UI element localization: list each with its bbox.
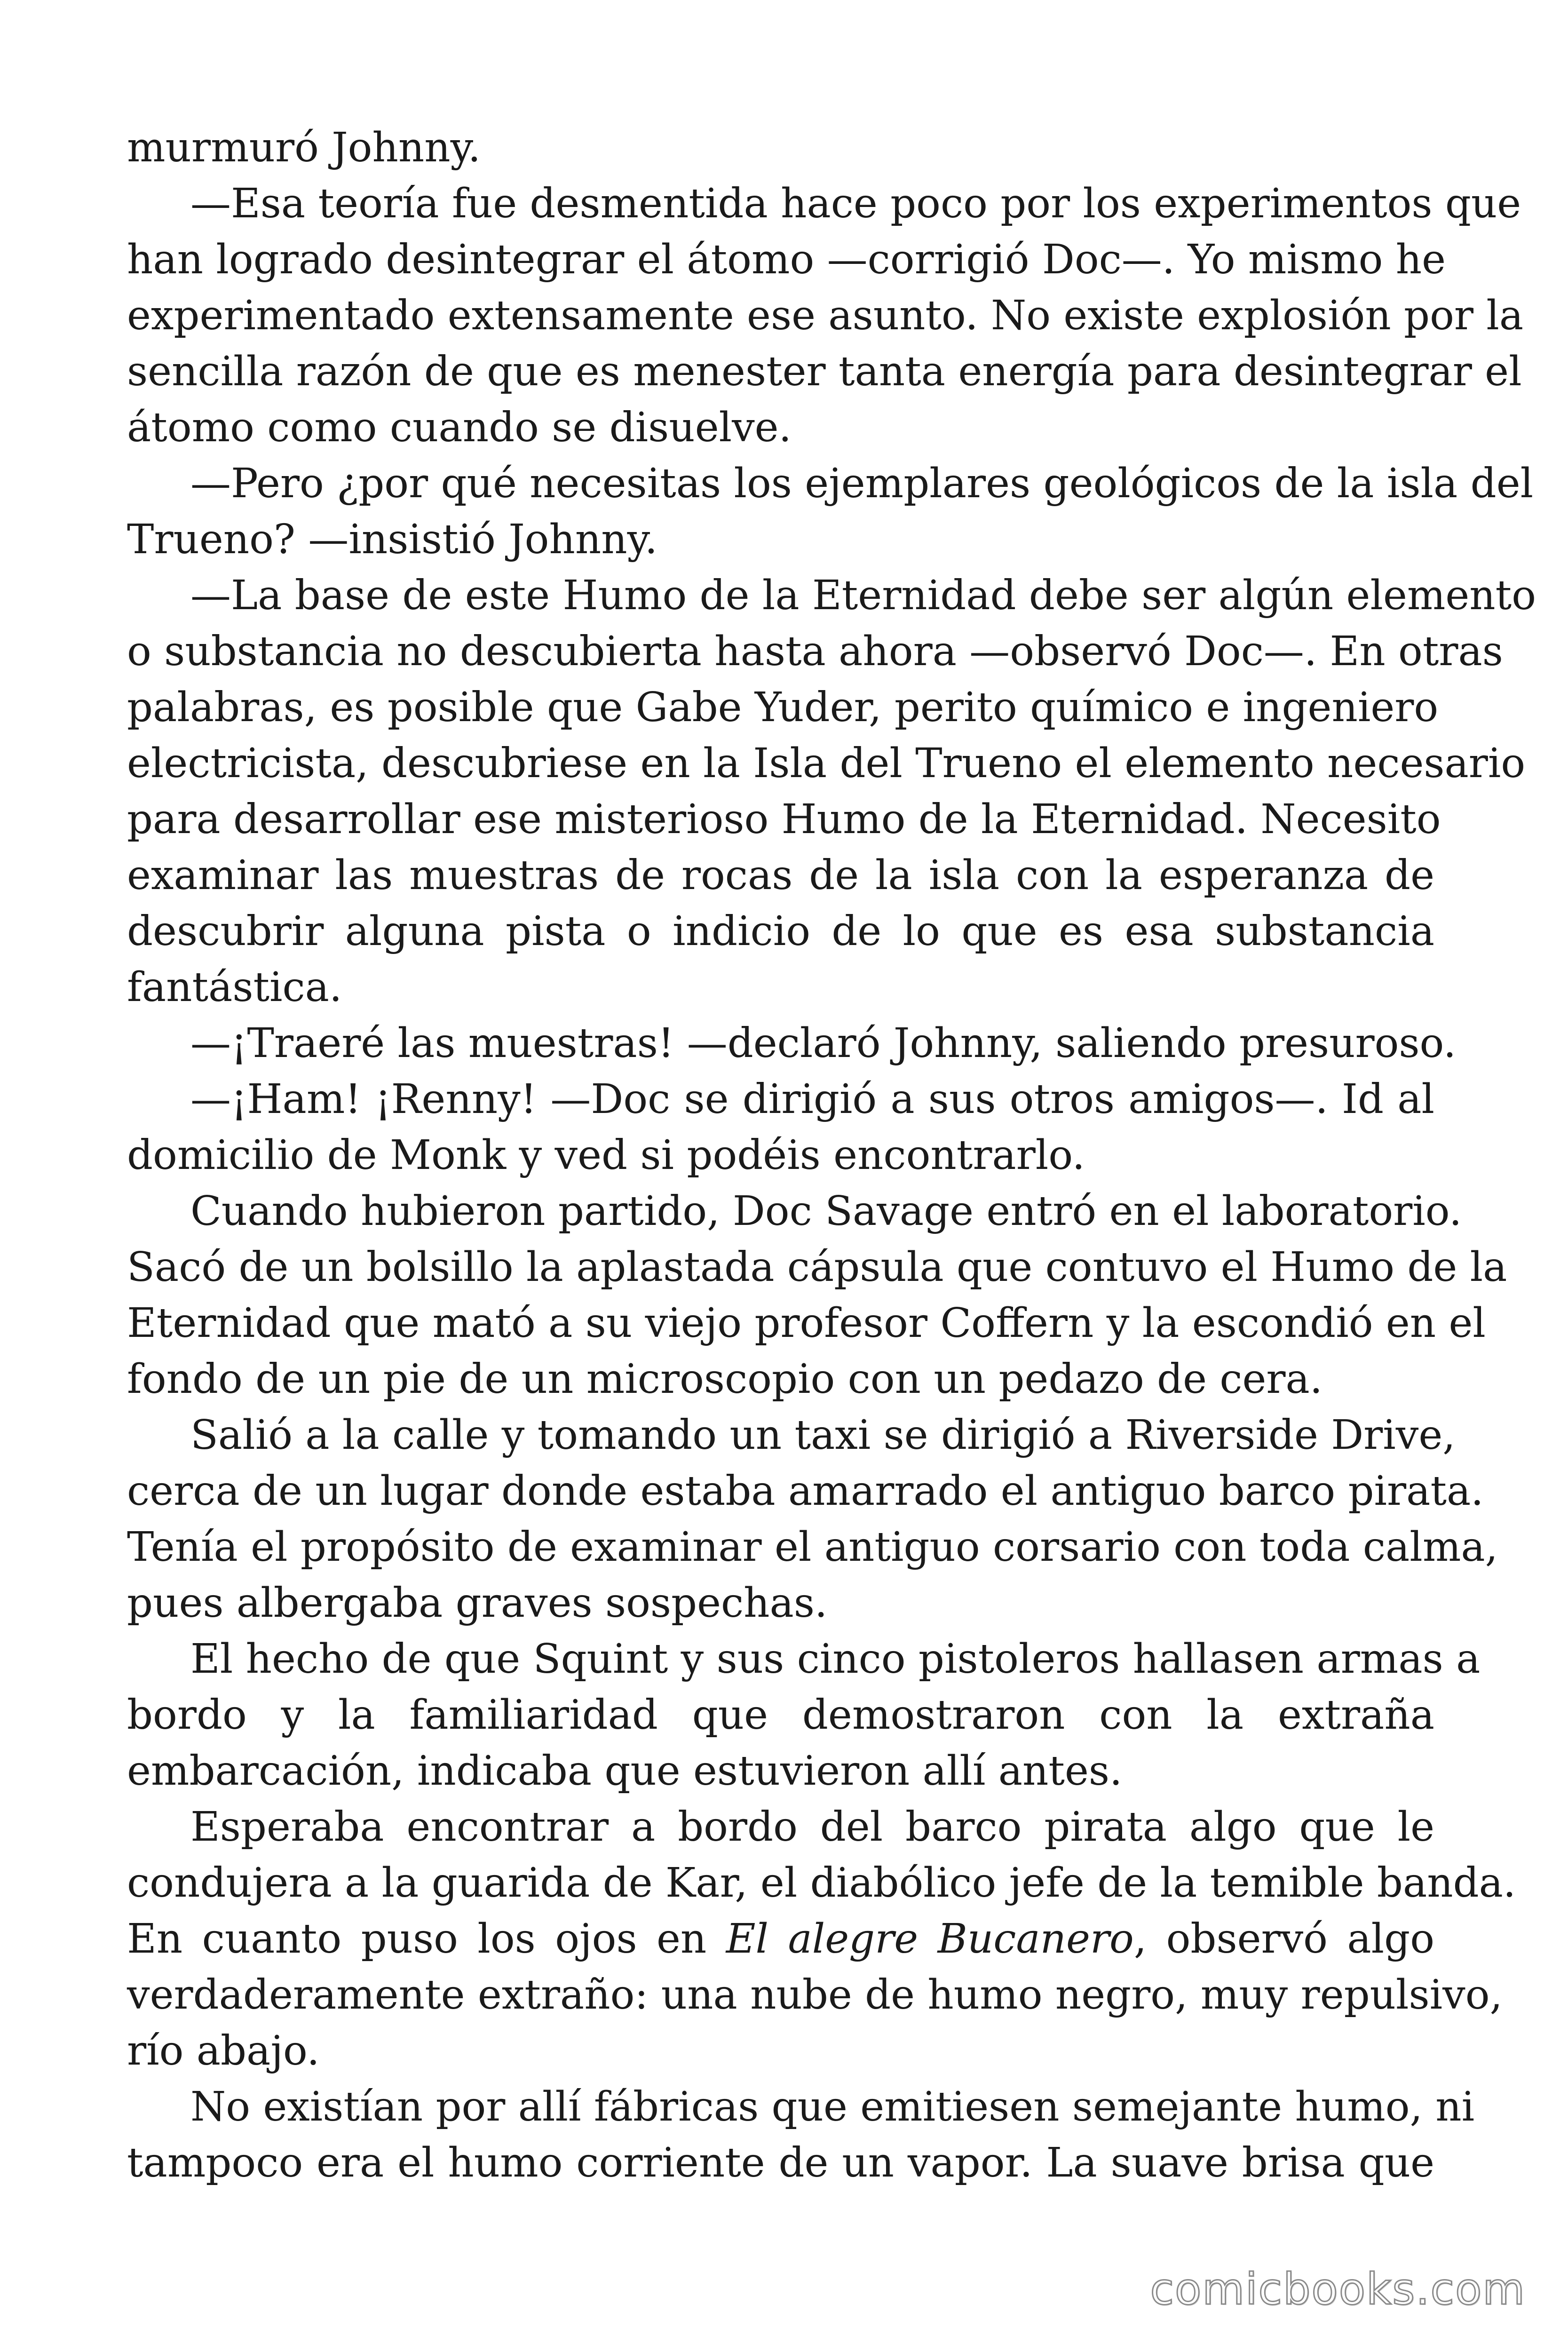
text-line: verdaderamente extraño: una nube de humo negro, muy repulsivo, [127, 1971, 1503, 2018]
text-line: Trueno? —insistió Johnny. [127, 516, 658, 563]
text-segment: , observó algo [1133, 1915, 1434, 1963]
text-line: experimentado extensamente ese asunto. No existe explosión por la [127, 292, 1524, 339]
text-line: cerca de un lugar donde estaba amarrado el antiguo barco pirata. [127, 1468, 1484, 1515]
text-line: El hecho de que Squint y sus cinco pistoleros hallasen armas a [190, 1636, 1481, 1683]
text-line: palabras, es posible que Gabe Yuder, perito químico e ingeniero [127, 684, 1439, 731]
text-line: —La base de este Humo de la Eternidad debe ser algún elemento [190, 572, 1536, 619]
text-line: para desarrollar ese misterioso Humo de la Eternidad. Necesito [127, 796, 1441, 843]
text-line: Cuando hubieron partido, Doc Savage entró en el laboratorio. [190, 1188, 1462, 1235]
text-line: —Pero ¿por qué necesitas los ejemplares geológicos de la isla del [190, 460, 1534, 507]
text-line: examinar las muestras de rocas de la isla con la esperanza de [127, 852, 1434, 899]
text-line: o substancia no descubierta hasta ahora —observó Doc—. En otras [127, 628, 1503, 675]
text-line: Salió a la calle y tomando un taxi se dirigió a Riverside Drive, [190, 1412, 1456, 1459]
text-line: han logrado desintegrar el átomo —corrigió Doc—. Yo mismo he [127, 236, 1446, 283]
text-line: fondo de un pie de un microscopio con un pedazo de cera. [127, 1356, 1323, 1403]
text-line: Tenía el propósito de examinar el antiguo corsario con toda calma, [127, 1524, 1498, 1571]
text-line: condujera a la guarida de Kar, el diabólico jefe de la temible banda. [127, 1859, 1516, 1907]
text-line: pues albergaba graves sospechas. [127, 1580, 828, 1627]
text-line: río abajo. [127, 2027, 320, 2074]
watermark: comicbooks.com [1150, 2264, 1526, 2314]
text-line: Eternidad que mató a su viejo profesor Coffern y la escondió en el [127, 1300, 1486, 1347]
text-segment: En cuanto puso los ojos en [127, 1915, 726, 1963]
text-line: —Esa teoría fue desmentida hace poco por los experimentos que [190, 180, 1521, 227]
text-line: descubrir alguna pista o indicio de lo que es esa substancia [127, 908, 1434, 955]
page-body [127, 120, 1536, 2191]
text-line: fantástica. [127, 964, 342, 1011]
text-line: bordo y la familiaridad que demostraron con la extraña [127, 1692, 1434, 1739]
text-line: embarcación, indicaba que estuvieron allí antes. [127, 1748, 1123, 1795]
text-line [127, 1911, 1434, 1967]
text-line: sencilla razón de que es menester tanta energía para desintegrar el [127, 348, 1522, 395]
text-line: Esperaba encontrar a bordo del barco pirata algo que le [190, 1804, 1434, 1851]
text-line: —¡Ham! ¡Renny! —Doc se dirigió a sus otros amigos—. Id al [190, 1076, 1434, 1123]
text-line: Sacó de un bolsillo la aplastada cápsula que contuvo el Humo de la [127, 1244, 1507, 1291]
text-line: átomo como cuando se disuelve. [127, 404, 792, 451]
italic-title: El alegre Bucanero [726, 1915, 1134, 1963]
text-line: electricista, descubriese en la Isla del Trueno el elemento necesario [127, 740, 1526, 787]
text-line: tampoco era el humo corriente de un vapor. La suave brisa que [127, 2139, 1434, 2186]
text-line: —¡Traeré las muestras! —declaró Johnny, saliendo presuroso. [190, 1020, 1457, 1067]
text-line: No existían por allí fábricas que emitiesen semejante humo, ni [190, 2083, 1475, 2130]
text-line: murmuró Johnny. [127, 124, 481, 171]
text-line: domicilio de Monk y ved si podéis encontrarlo. [127, 1132, 1085, 1179]
